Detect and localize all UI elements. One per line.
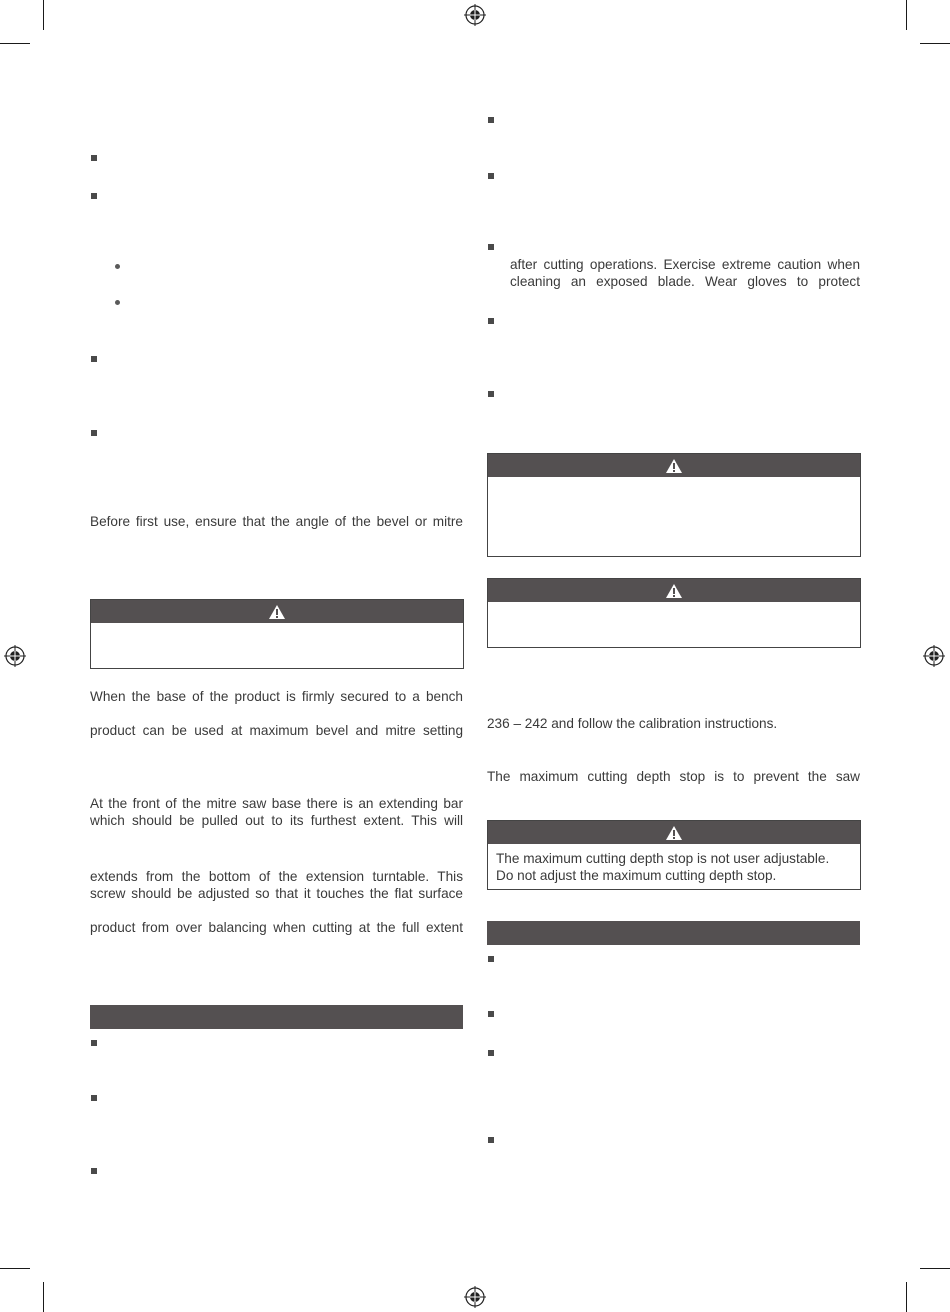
bullet-dot: [115, 264, 120, 269]
bullet-square: [488, 1011, 494, 1017]
paragraph-line: cleaning an exposed blade. Wear gloves to protect: [510, 274, 860, 289]
warning-box-header: [488, 454, 860, 477]
warning-text: Do not adjust the maximum cutting depth stop.: [496, 868, 777, 883]
crop-mark: [43, 0, 44, 30]
warning-box-header: [488, 579, 860, 602]
registration-mark-icon: [923, 645, 945, 667]
bullet-square: [488, 956, 494, 962]
bullet-square: [91, 193, 97, 199]
bullet-square: [488, 1137, 494, 1143]
section-header-band: [487, 921, 860, 945]
warning-box: [90, 599, 464, 669]
paragraph-line: 236 – 242 and follow the calibration instructions.: [487, 716, 778, 731]
warning-triangle-icon: [268, 604, 286, 620]
paragraph-line: which should be pulled out to its furthest extent. This will: [90, 813, 463, 828]
warning-triangle-icon: [665, 825, 683, 841]
bullet-square: [488, 173, 494, 179]
paragraph-line: At the front of the mitre saw base there is an extending bar: [90, 796, 463, 811]
section-header-band: [90, 1005, 463, 1029]
warning-box-header: [488, 821, 860, 844]
warning-text: The maximum cutting depth stop is not user adjustable.: [496, 851, 830, 866]
warning-box: [487, 578, 861, 648]
warning-triangle-icon: [665, 583, 683, 599]
paragraph-line: screw should be adjusted so that it touches the flat surface: [90, 886, 463, 901]
bullet-dot: [115, 300, 120, 305]
crop-mark: [920, 1268, 950, 1269]
paragraph-line: The maximum cutting depth stop is to prevent the saw: [487, 769, 860, 784]
registration-mark-icon: [464, 4, 486, 26]
paragraph-line: extends from the bottom of the extension turntable. This: [90, 869, 463, 884]
paragraph-line: product from over balancing when cutting at the full extent: [90, 920, 463, 935]
bullet-square: [488, 318, 494, 324]
paragraph-line: Before first use, ensure that the angle of the bevel or mitre: [90, 514, 463, 529]
registration-mark-icon: [464, 1286, 486, 1308]
bullet-square: [488, 1050, 494, 1056]
warning-box-depth-stop: [487, 820, 861, 890]
bullet-square: [91, 155, 97, 161]
paragraph-line: product can be used at maximum bevel and mitre setting: [90, 723, 463, 738]
paragraph-line: When the base of the product is firmly secured to a bench: [90, 689, 463, 704]
bullet-square: [488, 117, 494, 123]
bullet-square: [91, 430, 97, 436]
warning-box-header: [91, 600, 463, 623]
bullet-square: [488, 244, 494, 250]
crop-mark: [920, 43, 950, 44]
bullet-square: [91, 1168, 97, 1174]
crop-mark: [0, 43, 30, 44]
bullet-square: [91, 1095, 97, 1101]
crop-mark: [43, 1282, 44, 1312]
warning-triangle-icon: [665, 458, 683, 474]
paragraph-line: after cutting operations. Exercise extreme caution when: [510, 257, 860, 272]
crop-mark: [0, 1268, 30, 1269]
bullet-square: [91, 1040, 97, 1046]
warning-box: [487, 453, 861, 557]
crop-mark: [906, 0, 907, 30]
registration-mark-icon: [4, 645, 26, 667]
bullet-square: [488, 391, 494, 397]
crop-mark: [906, 1282, 907, 1312]
bullet-square: [91, 356, 97, 362]
